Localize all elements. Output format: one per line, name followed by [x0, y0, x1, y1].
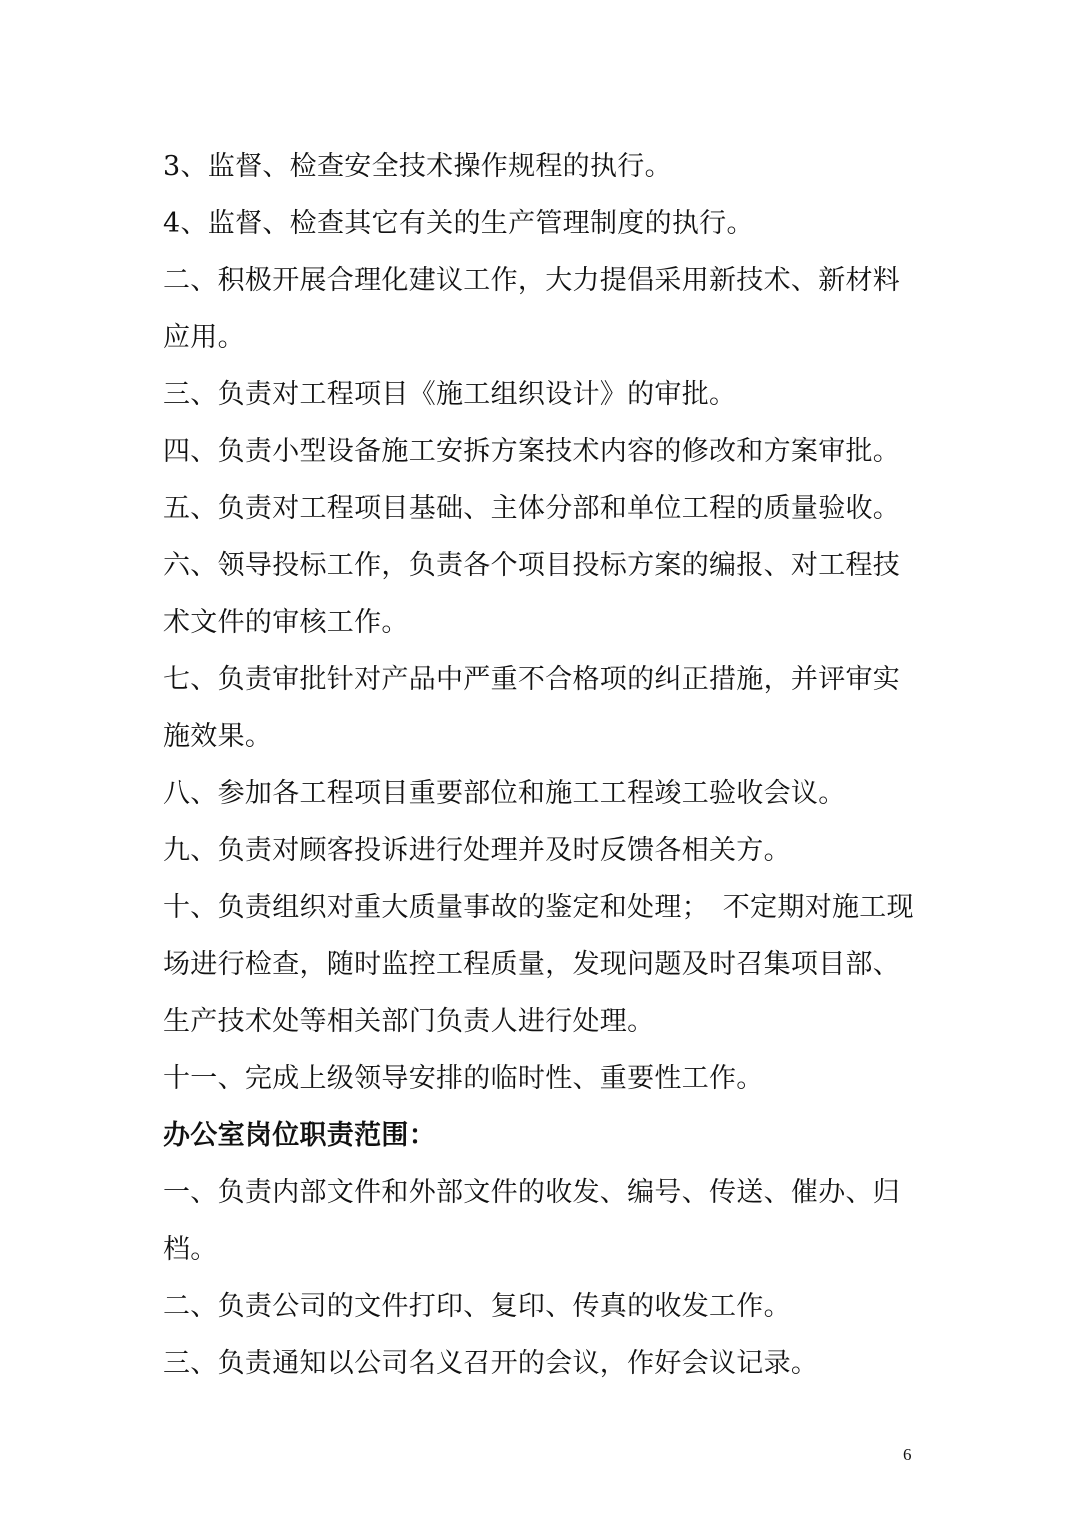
text-line: 五、负责对工程项目基础、主体分部和单位工程的质量验收。 [163, 493, 901, 524]
text-line: 九、负责对顾客投诉进行处理并及时反馈各相关方。 [163, 835, 791, 866]
text-line: 应用。 [163, 322, 245, 353]
text-line: 术文件的审核工作。 [163, 607, 409, 638]
text-line: 场进行检查，随时监控工程质量，发现问题及时召集项目部、 [163, 949, 901, 980]
text-line: 四、负责小型设备施工安拆方案技术内容的修改和方案审批。 [163, 436, 901, 467]
section-heading: 办公室岗位职责范围： [163, 1120, 436, 1151]
text-line: 十一、完成上级领导安排的临时性、重要性工作。 [163, 1063, 764, 1094]
page-number: 6 [903, 1445, 912, 1464]
text-line: 一、负责内部文件和外部文件的收发、编号、传送、催办、归 [163, 1177, 901, 1208]
text-line: 三、负责对工程项目《施工组织设计》的审批。 [163, 379, 737, 410]
text-line: 三、负责通知以公司名义召开的会议，作好会议记录。 [163, 1348, 819, 1379]
text-line: 4、监督、检查其它有关的生产管理制度的执行。 [163, 208, 754, 239]
text-line: 七、负责审批针对产品中严重不合格项的纠正措施，并评审实 [163, 664, 901, 695]
document-body [163, 138, 933, 1392]
text-line: 3、监督、检查安全技术操作规程的执行。 [163, 151, 672, 182]
text-line: 八、参加各工程项目重要部位和施工工程竣工验收会议。 [163, 778, 846, 809]
text-line: 生产技术处等相关部门负责人进行处理。 [163, 1006, 655, 1037]
text-line: 十、负责组织对重大质量事故的鉴定和处理； 不定期对施工现 [163, 892, 914, 923]
text-line: 施效果。 [163, 721, 273, 752]
text-line: 六、领导投标工作，负责各个项目投标方案的编报、对工程技 [163, 550, 901, 581]
text-line: 二、负责公司的文件打印、复印、传真的收发工作。 [163, 1291, 791, 1322]
text-line: 档。 [163, 1234, 218, 1265]
text-line: 二、积极开展合理化建议工作，大力提倡采用新技术、新材料 [163, 265, 901, 296]
